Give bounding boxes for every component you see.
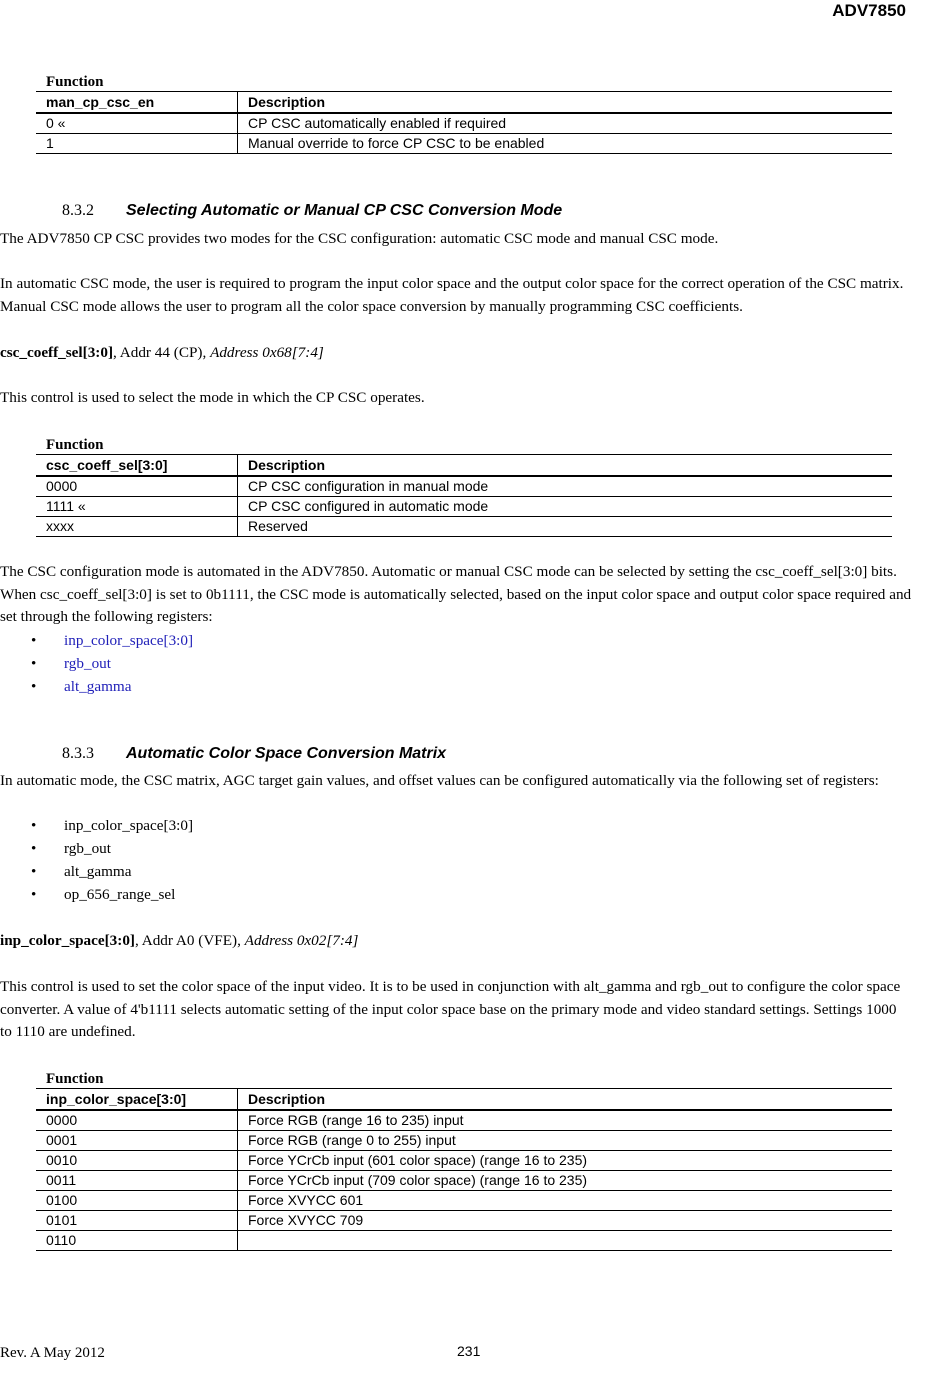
bullet-icon: • [31, 840, 37, 857]
bullet-icon: • [31, 886, 37, 903]
table-cell: 0000 [36, 476, 238, 497]
table-cell: 1 [36, 134, 238, 154]
list-item [0, 815, 193, 838]
table-row [36, 497, 892, 517]
register-name: csc_coeff_sel[3:0] [0, 344, 114, 361]
section-heading-8-3-3 [62, 743, 446, 765]
table-header-row [36, 92, 892, 114]
table-cell: 0000 [36, 1110, 238, 1131]
section-heading-8-3-2 [62, 200, 562, 222]
section-number: 8.3.3 [62, 745, 94, 762]
table-cell: 1111 « [36, 497, 238, 517]
table-body [36, 454, 892, 537]
table-cell [238, 1231, 893, 1251]
table-caption: Function [46, 74, 104, 90]
table-row [36, 1110, 892, 1131]
list-item-text: inp_color_space[3:0] [64, 817, 194, 834]
table-cell: Manual override to force CP CSC to be enabled [238, 134, 893, 154]
register-addr: , Addr A0 (VFE), [134, 932, 245, 949]
table-caption: Function [46, 1071, 104, 1087]
register-address: Address 0x68[7:4] [210, 344, 324, 361]
paragraph-automatic-mode: In automatic mode, the CSC matrix, AGC target gain values, and offset values can be configured automatically via the following set of registers: [0, 772, 879, 789]
list-item [0, 630, 193, 653]
table-row [36, 1211, 892, 1231]
section-title: Selecting Automatic or Manual CP CSC Conversion Mode [126, 202, 563, 219]
table-header-row [36, 455, 892, 477]
table-header-row [36, 1089, 892, 1111]
table-caption: Function [46, 437, 104, 453]
table-row [36, 134, 892, 154]
table-header-cell: Description [238, 1089, 893, 1111]
bullet-icon: • [31, 655, 37, 672]
register-list [0, 815, 193, 907]
table-cell: 0001 [36, 1131, 238, 1151]
footer-revision: Rev. A May 2012 [0, 1345, 105, 1361]
list-item-text: rgb_out [64, 840, 111, 857]
bullet-icon: • [31, 678, 37, 695]
table-header-cell: man_cp_csc_en [36, 92, 238, 114]
table-cell: CP CSC configured in automatic mode [238, 497, 893, 517]
table-cell: 0110 [36, 1231, 238, 1251]
table-cell: Force YCrCb input (601 color space) (range 16 to 235) [238, 1151, 893, 1171]
table-row [36, 517, 892, 537]
section-title: Automatic Color Space Conversion Matrix [126, 745, 447, 762]
bullet-icon: • [31, 632, 37, 649]
table-cell: Force RGB (range 16 to 235) input [238, 1110, 893, 1131]
register-name: inp_color_space[3:0] [0, 932, 135, 949]
table-cell: Force XVYCC 709 [238, 1211, 893, 1231]
function-table-inp-color-space [36, 1070, 892, 1251]
table-body [36, 91, 892, 154]
table-header-cell: Description [238, 92, 893, 114]
list-item [0, 653, 193, 676]
table-row [36, 1151, 892, 1171]
function-table-man-cp-csc-en [36, 73, 892, 154]
list-item [0, 676, 193, 699]
table-header-cell: Description [238, 455, 893, 477]
bullet-icon: • [31, 817, 37, 834]
list-item-text: op_656_range_sel [64, 886, 176, 903]
table-row [36, 1131, 892, 1151]
table-cell: 0011 [36, 1171, 238, 1191]
table-cell: 0100 [36, 1191, 238, 1211]
list-item [0, 884, 193, 907]
bullet-icon: • [31, 863, 37, 880]
table-header-cell: inp_color_space[3:0] [36, 1089, 238, 1111]
table-row [36, 113, 892, 134]
register-link-list [0, 630, 193, 699]
table-body [36, 1088, 892, 1251]
table-row [36, 476, 892, 497]
list-item-text: alt_gamma [64, 863, 132, 880]
register-link[interactable]: inp_color_space[3:0] [64, 632, 194, 649]
register-line-inp-color-space [0, 930, 925, 953]
table-cell: 0 « [36, 113, 238, 134]
register-address: Address 0x02[7:4] [244, 932, 359, 949]
table-cell: Force YCrCb input (709 color space) (range 16 to 235) [238, 1171, 893, 1191]
paragraph-automatic-csc-mode: In automatic CSC mode, the user is required to program the input color space and the output color space for the correct operation of the CSC matrix. Manual CSC mode allows the user to program all the color space conversion by manually programming CSC coefficients. [0, 275, 904, 315]
table-cell: Force RGB (range 0 to 255) input [238, 1131, 893, 1151]
table-cell: Force XVYCC 601 [238, 1191, 893, 1211]
table-row [36, 1191, 892, 1211]
table-cell: CP CSC configuration in manual mode [238, 476, 893, 497]
table-cell: Reserved [238, 517, 893, 537]
register-link[interactable]: alt_gamma [64, 678, 132, 695]
table-header-cell: csc_coeff_sel[3:0] [36, 455, 238, 477]
register-link[interactable]: rgb_out [64, 655, 111, 672]
table-row [36, 1171, 892, 1191]
list-item [0, 861, 193, 884]
list-item [0, 838, 193, 861]
table-cell: 0101 [36, 1211, 238, 1231]
paragraph-csc-modes: The ADV7850 CP CSC provides two modes for the CSC configuration: automatic CSC mode and manual CSC mode. [0, 230, 719, 247]
table-row [36, 1231, 892, 1251]
paragraph-csc-configuration: The CSC configuration mode is automated in the ADV7850. Automatic or manual CSC mode can be selected by setting the csc_coeff_sel[3:0] bits. When csc_coeff_sel[3:0] is set to 0b1111, the CSC mode is automatically selected, based on the input color space and output color space required and set through the following registers: [0, 563, 912, 625]
function-table-csc-coeff-sel [36, 436, 892, 537]
table-cell: CP CSC automatically enabled if required [238, 113, 893, 134]
section-number: 8.3.2 [62, 202, 94, 219]
register-description: This control is used to set the color space of the input video. It is to be used in conjunction with alt_gamma and rgb_out to configure the color space converter. A value of 4'b1111 selects automatic setting of the input color space base on the primary mode and video standard settings. Settings 1000 to 1110 are undefined. [0, 978, 901, 1040]
table-cell: xxxx [36, 517, 238, 537]
register-description: This control is used to select the mode in which the CP CSC operates. [0, 389, 425, 406]
register-line-csc-coeff-sel [0, 342, 925, 365]
table-cell: 0010 [36, 1151, 238, 1171]
document-title: ADV7850 [832, 1, 906, 20]
footer-page-number: 231 [457, 1343, 481, 1359]
register-addr: , Addr 44 (CP), [113, 344, 211, 361]
